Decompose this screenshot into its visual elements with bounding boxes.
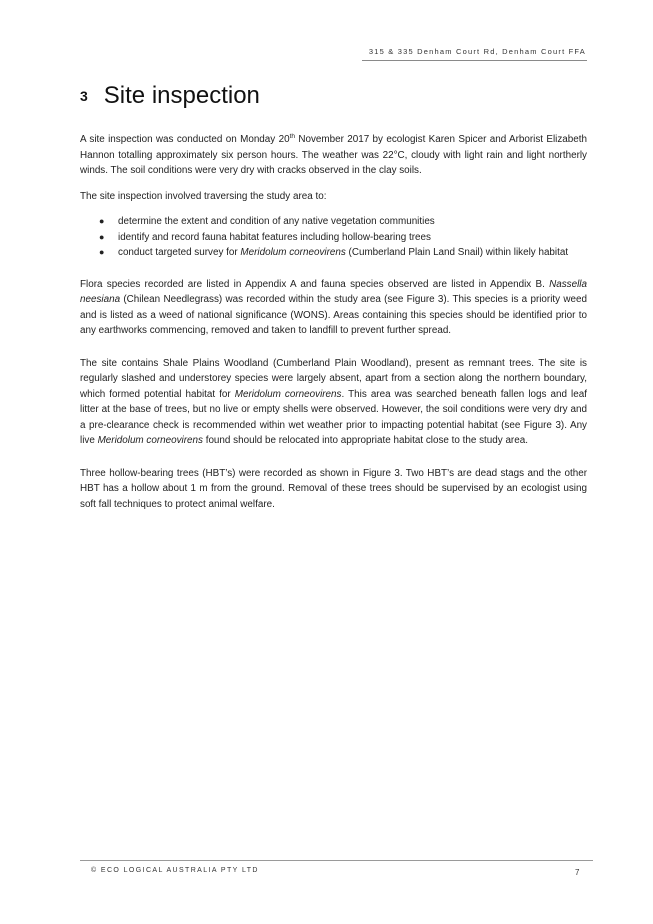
- list-item-text: determine the extent and condition of any native vegetation communities: [118, 216, 435, 227]
- paragraph-text: A site inspection was conducted on Monday 20: [80, 134, 290, 145]
- list-item-text: conduct targeted survey for: [118, 247, 241, 258]
- species-name: Nassella neesiana: [80, 278, 587, 305]
- header-divider: [362, 60, 587, 61]
- running-header: 315 & 335 Denham Court Rd, Denham Court FFA: [368, 47, 586, 56]
- species-name: Meridolum corneovirens: [240, 247, 346, 258]
- paragraph-text: (Chilean Needlegrass) was recorded within the study area (see Figure 3). This species is a priority weed and is listed as a weed of national significance (WONS). Areas containing this species should be identified prior to any earthworks commencing, removed and taken to landfill to prevent further spread.: [80, 294, 587, 336]
- paragraph-traverse: The site inspection involved traversing the study area to:: [80, 190, 327, 202]
- section-title: Site inspection: [103, 82, 260, 109]
- paragraph-text: . This area was searched beneath fallen logs and leaf litter at the base of trees, but no live or empty shells were observed. However, the soil conditions were very dry and a pre-clearance check is recommended within wet weather prior to impacting potential habitat (see Figure 3). Any live: [80, 388, 587, 446]
- paragraph-text: found should be relocated into appropriate habitat close to the study area.: [202, 435, 528, 446]
- paragraph-text: November 2017 by ecologist Karen Spicer and Arborist Elizabeth Hannon totalling approximately six person hours. The weather was 22°C, cloudy with light rain and light northerly winds. The soil conditions were very dry with cracks observed in the clay soils.: [80, 134, 587, 176]
- inspection-tasks-list: [80, 214, 587, 261]
- species-name: Meridolum corneovirens: [97, 435, 203, 446]
- paragraph-hbt: Three hollow-bearing trees (HBT’s) were recorded as shown in Figure 3. Two HBT’s are dead stags and the other HBT has a hollow about 1 m from the ground. Removal of these trees should be supervised by an ecologist using soft fall techniques to protect animal welfare.: [80, 467, 587, 510]
- section-number: 3: [80, 88, 88, 104]
- footer-divider: [80, 860, 593, 861]
- paragraph-woodland: [80, 356, 587, 449]
- page-number: 7: [575, 868, 580, 877]
- species-name: Meridolum corneovirens: [234, 388, 342, 400]
- section-heading: [80, 82, 260, 110]
- bullet-icon: ●: [99, 216, 105, 226]
- list-item-text: (Cumberland Plain Land Snail) within likely habitat: [345, 247, 569, 258]
- list-item: [99, 245, 587, 261]
- paragraph-intro: [80, 132, 587, 179]
- list-item: [99, 214, 587, 230]
- bullet-icon: ●: [99, 231, 105, 242]
- list-item-text: identify and record fauna habitat features including hollow-bearing trees: [118, 231, 431, 243]
- paragraph-flora: [80, 277, 587, 339]
- list-item: [99, 230, 587, 246]
- body-content: [80, 132, 587, 522]
- bullet-icon: ●: [99, 247, 105, 257]
- paragraph-text: The site contains Shale Plains Woodland (Cumberland Plain Woodland), present as remnant trees. The site is regularly slashed and understorey species were largely absent, apart from a section along the northern boundary, which formed potential habitat for: [80, 357, 587, 400]
- paragraph-text: Flora species recorded are listed in Appendix A and fauna species observed are listed in Appendix B.: [80, 278, 550, 290]
- footer-copyright: © ECO LOGICAL AUSTRALIA PTY LTD: [91, 867, 259, 874]
- ordinal-suffix: th: [289, 133, 295, 140]
